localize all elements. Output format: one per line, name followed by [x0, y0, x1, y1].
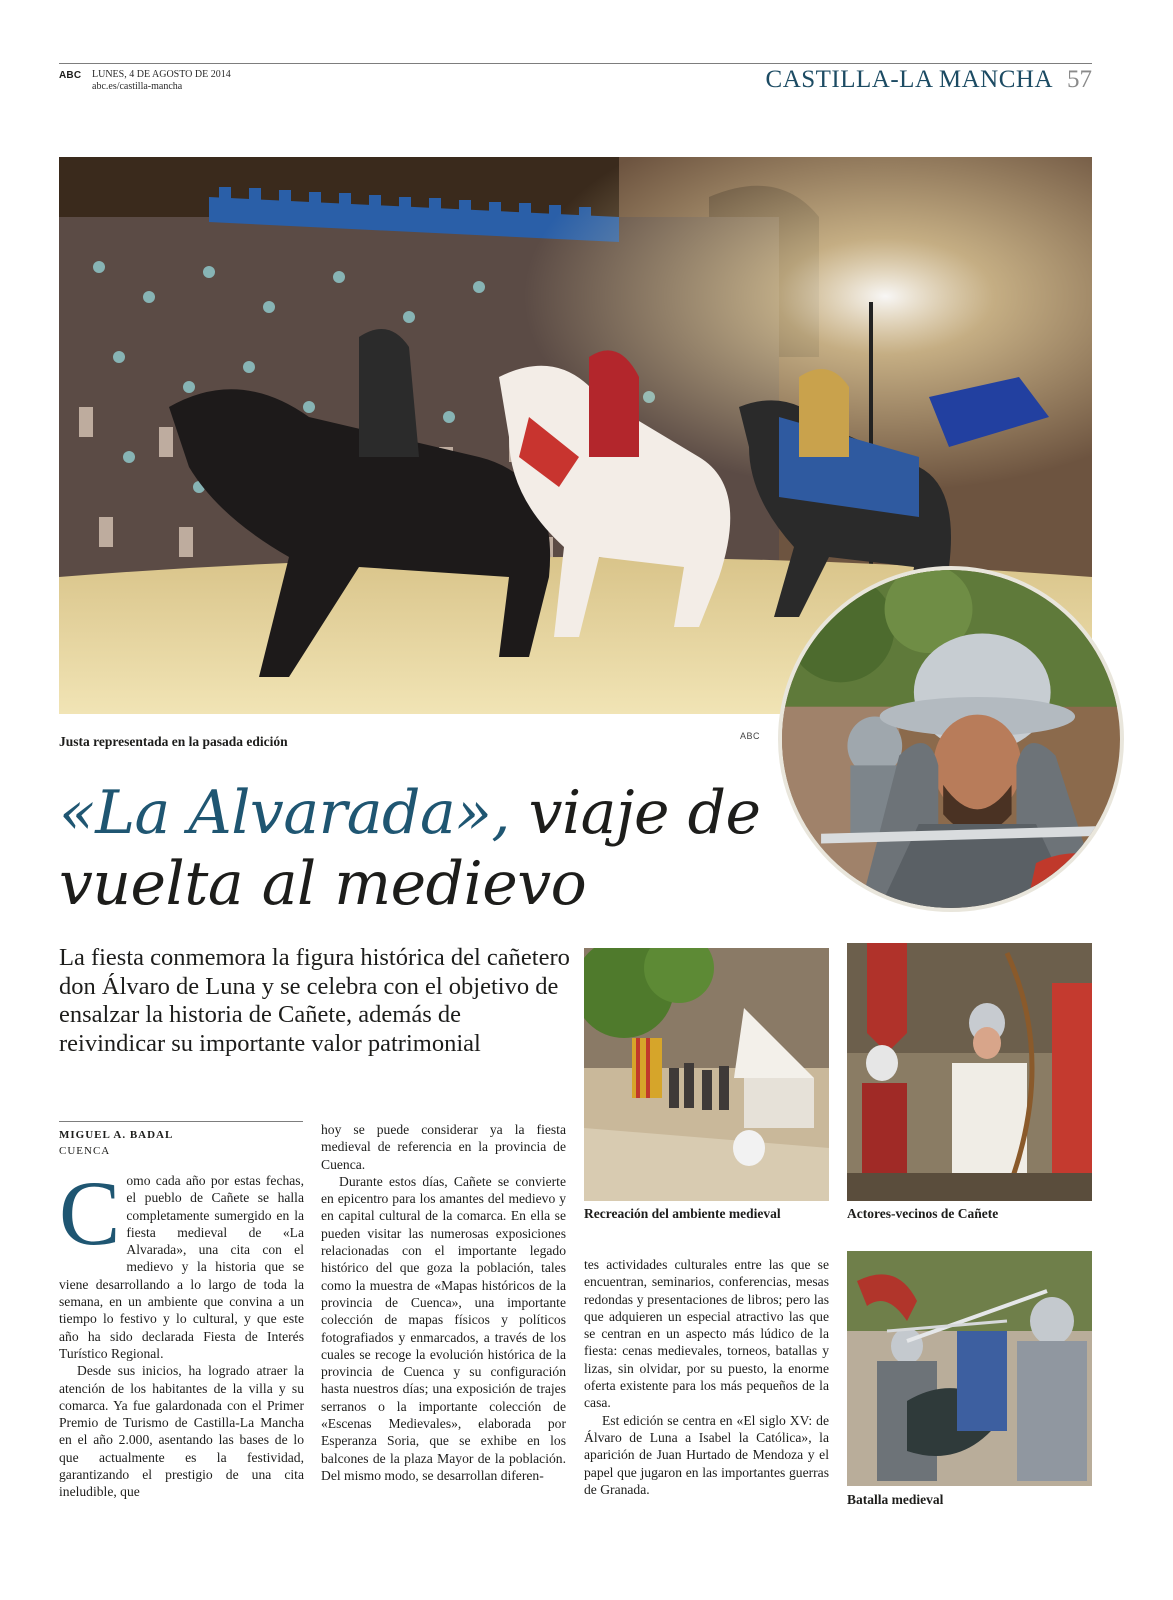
- section-title: CASTILLA-LA MANCHA: [765, 66, 1053, 93]
- article-column-1: [59, 1162, 304, 1512]
- byline-place: CUENCA: [59, 1145, 111, 1157]
- header-rule: [59, 63, 1092, 64]
- photo-battle: [847, 1251, 1092, 1486]
- paragraph: tes actividades culturales entre las que se encuentran, seminarios, conferencias, mesas redondas y presentaciones de libros; pero las que adquieren un especial atractivo las que se centran en un aspecto más lúdico de la fiesta: cenas medievales, torneos, batallas y lizas, sin olvidar, por su puesto, la enorme oferta existente para los más pequeños de la casa.: [584, 1257, 829, 1411]
- photo-actors: [847, 943, 1092, 1201]
- caption-actors: Actores-vecinos de Cañete: [847, 1206, 999, 1221]
- article-headline: [59, 778, 779, 920]
- byline-rule: [59, 1121, 303, 1122]
- issue-date: LUNES, 4 DE AGOSTO DE 2014: [92, 69, 231, 80]
- battle-image: [847, 1251, 1092, 1486]
- header-dateline: [92, 69, 231, 93]
- article-column-3: [584, 1256, 829, 1512]
- page-number: 57: [1067, 66, 1092, 93]
- article-column-2: [321, 1121, 566, 1511]
- headline-rest: viaje de vuelta al medievo: [59, 778, 761, 919]
- section-url: abc.es/castilla-mancha: [92, 81, 183, 92]
- circle-photo-knight: [778, 566, 1124, 912]
- paragraph: hoy se puede considerar ya la fiesta medieval de referencia en la provincia de Cuenca.: [321, 1122, 566, 1172]
- byline-author: MIGUEL A. BADAL: [59, 1129, 174, 1141]
- main-photo-caption: Justa representada en la pasada edición: [59, 734, 288, 749]
- archers-image: [847, 943, 1092, 1201]
- paragraph: omo cada año por estas fechas, el pueblo de Cañete se halla completamente sumergido en la fiesta medieval de «La Alvarada», una cita con el medievo y la historia que se viene desarrollando a lo largo de toda la semana, en un ambiente que convina a un tiempo lo festivo y lo cultural, y que este año ha sido declarada Fiesta de Interés Turístico Regional.: [59, 1173, 304, 1361]
- headline-highlight: «La Alvarada»,: [59, 778, 510, 848]
- caption-battle: Batalla medieval: [847, 1492, 944, 1507]
- article-subhead: La fiesta conmemora la figura histórica del cañetero don Álvaro de Luna y se celebra con el objetivo de ensalzar la historia de Cañete, además de reivindicar su importante valor patrimonial: [59, 944, 570, 1057]
- paragraph: Desde sus inicios, ha logrado atraer la atención de los habitantes de la villa y su comarca. Ya fue galardonada con el Primer Premio de Turismo de Castilla-La Mancha en el año 2.000, asentando las bases de lo que actualmente es la festividad, garantizando el prestigio de una cita ineludible, que: [59, 1363, 304, 1500]
- drop-cap: C: [59, 1162, 121, 1264]
- brand-logo: ABC: [59, 70, 82, 81]
- paragraph: Durante estos días, Cañete se convierte en epicentro para los amantes del medievo y en capital cultural de la comarca. En ella se pueden visitar las numerosas exposiciones relacionadas con el importante legado histórico del que goza la población, tales como la muestra de «Mapas históricos de la provincia de Cuenca», una importante colección de mapas físicos y políticos fotografiados y enmarcados, a través de los cuales se recoge la evolución histórica de la provincia de Cuenca y su configuración hasta nuestros días; una exposición de trajes serranos o la importante colección de «Escenas Medievales», elaborada por Esperanza Soria, que se exhibe en los balcones de la plaza Mayor de la población. Del mismo modo, se desarrollan diferen-: [321, 1173, 566, 1483]
- paragraph: Est edición se centra en «El siglo XV: de Álvaro de Luna a Isabel la Católica», la aparición de Juan Hurtado de Mendoza y el papel que jugaron en las importantes guerras de Granada.: [584, 1412, 829, 1497]
- caption-medieval-ambience: Recreación del ambiente medieval: [584, 1206, 781, 1221]
- photo-credit: ABC: [740, 731, 761, 741]
- photo-medieval-ambience: [584, 948, 829, 1201]
- knight-portrait-image: [782, 570, 1120, 908]
- medieval-market-image: [584, 948, 829, 1201]
